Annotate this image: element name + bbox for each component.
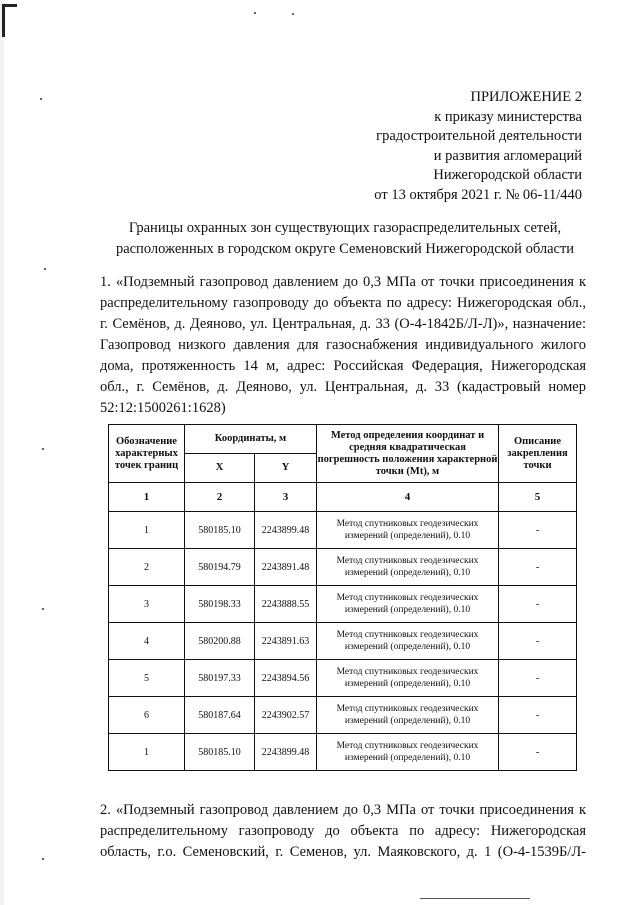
appendix-line: градостроительной деятельности [376,128,582,144]
appendix-line: к приказу министерства [434,108,582,125]
y-coordinate: 2243888.55 [255,586,317,623]
table-row [109,660,577,697]
appendix-header [374,88,582,205]
table-row [109,623,577,660]
paragraph-line: 1. «Подземный газопровод давлением до 0,3 МПа от точки присоединения к [100,274,586,290]
paragraph-line: 52:12:1500261:1628) [100,400,226,416]
method-cell: Метод спутниковых геодезических измерений (определений), 0.10 [317,549,499,586]
x-coordinate: 580185.10 [185,734,255,771]
column-number: 5 [499,483,577,512]
description-cell: - [499,734,577,771]
column-number: 3 [255,483,317,512]
y-coordinate: 2243902.57 [255,697,317,734]
scan-speck [42,608,44,610]
scan-speck [40,98,42,100]
description-cell: - [499,697,577,734]
x-coordinate: 580197.33 [185,660,255,697]
table-row [109,697,577,734]
column-number: 1 [109,483,185,512]
description-cell: - [499,586,577,623]
paragraph-line: распределительному газопроводу до объекта по адресу: Нижегородская обл., [100,295,586,311]
method-cell: Метод спутниковых геодезических измерений (определений), 0.10 [317,734,499,771]
coordinates-table [108,424,577,771]
point-id: 6 [109,697,185,734]
paragraph-line: дома, протяженность 14 м, адрес: Российская Федерация, Нижегородская [100,358,586,374]
paragraph-line: область, г.о. Семеновский, г. Семенов, ул. Маяковского, д. 1 (О-4-1539Б/Л- [100,844,586,860]
y-coordinate: 2243894.56 [255,660,317,697]
column-number-row [109,483,577,512]
y-coordinate: 2243891.48 [255,549,317,586]
y-coordinate: 2243899.48 [255,512,317,549]
appendix-line: Нижегородской области [433,167,582,183]
point-id: 4 [109,623,185,660]
method-cell: Метод спутниковых геодезических измерений (определений), 0.10 [317,660,499,697]
paragraph-line: Газопровод низкого давления для газоснабжения индивидуального жилого [100,337,586,353]
appendix-line: и развития агломераций [433,147,582,164]
point-id: 1 [109,512,185,549]
point-id: 3 [109,586,185,623]
header-designation: Обозначение характерных точек границ [109,425,185,483]
paragraph-line: 2. «Подземный газопровод давлением до 0,3 МПа от точки присоединения к [100,802,586,818]
point-id: 5 [109,660,185,697]
table-row [109,512,577,549]
paragraph-line: обл., г. Семёнов, д. Деяново, ул. Центральная, д. 33 (кадастровый номер [100,379,586,395]
point-id: 1 [109,734,185,771]
table-row [109,586,577,623]
description-cell: - [499,512,577,549]
paragraph-line: г. Семёнов, д. Деяново, ул. Центральная, д. 33 (О-4-1842Б/Л-Л)», назначение: [100,316,586,332]
paragraph-line: распределительному газопроводу до объекта по адресу: Нижегородская [100,823,586,839]
scan-corner-mark [2,4,17,37]
document-title [100,218,590,260]
method-cell: Метод спутниковых геодезических измерений (определений), 0.10 [317,512,499,549]
section-1-paragraph [100,272,586,419]
scan-speck [44,268,46,270]
scan-speck [292,13,294,15]
document-title-line: Границы охранных зон существующих газораспределительных сетей, [128,220,562,236]
header-x: X [185,454,255,483]
column-number: 4 [317,483,499,512]
y-coordinate: 2243891.63 [255,623,317,660]
footer-rule [420,898,530,899]
appendix-line: от 13 октября 2021 г. № 06-11/440 [374,186,582,203]
table-row [109,734,577,771]
x-coordinate: 580200.88 [185,623,255,660]
document-title-line: расположенных в городском округе Семеновский Нижегородской области [115,241,575,257]
header-coordinates: Координаты, м [185,425,317,454]
x-coordinate: 580185.10 [185,512,255,549]
column-number: 2 [185,483,255,512]
table-row [109,549,577,586]
description-cell: - [499,549,577,586]
scan-speck [254,12,256,14]
header-description: Описание закрепления точки [499,425,577,483]
method-cell: Метод спутниковых геодезических измерений (определений), 0.10 [317,623,499,660]
x-coordinate: 580187.64 [185,697,255,734]
method-cell: Метод спутниковых геодезических измерений (определений), 0.10 [317,586,499,623]
section-2-paragraph [100,800,586,863]
y-coordinate: 2243899.48 [255,734,317,771]
description-cell: - [499,660,577,697]
description-cell: - [499,623,577,660]
x-coordinate: 580198.33 [185,586,255,623]
method-cell: Метод спутниковых геодезических измерений (определений), 0.10 [317,697,499,734]
appendix-title: ПРИЛОЖЕНИЕ 2 [470,89,582,105]
header-method: Метод определения координат и средняя квадратическая погрешность положения характерной точки (Mt), м [317,425,499,483]
point-id: 2 [109,549,185,586]
scan-speck [42,448,44,450]
x-coordinate: 580194.79 [185,549,255,586]
scan-edge [0,0,4,905]
header-y: Y [255,454,317,483]
scan-speck [42,858,44,860]
